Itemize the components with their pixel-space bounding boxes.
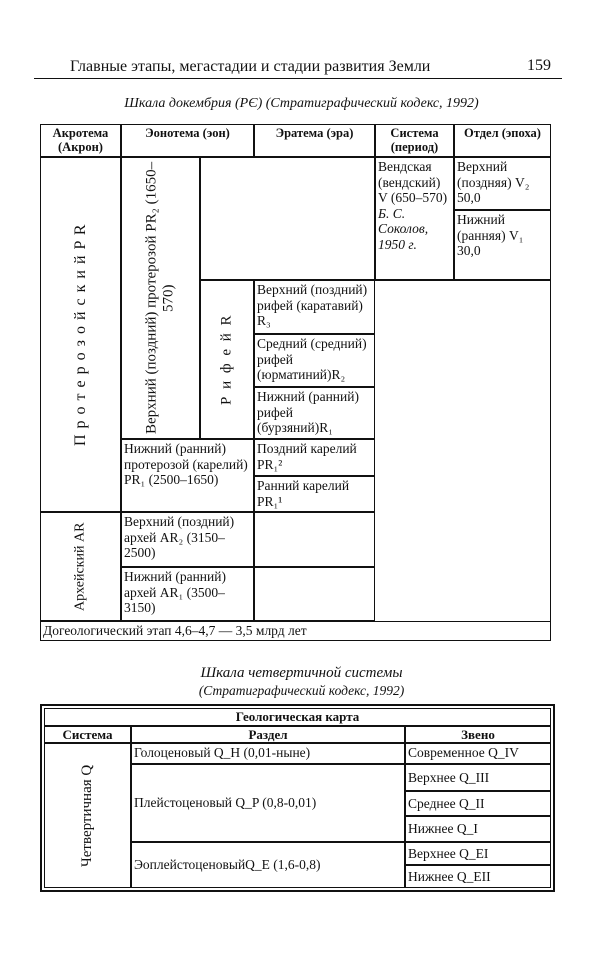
pleistocene: [131, 764, 405, 842]
holocene: Голоценовый Q_H (0,01-ныне): [131, 743, 405, 764]
riphean-label: Р и ф е й R: [218, 313, 235, 406]
lower-riphean: Нижний (ранний) рифей (бурзяний)R₁: [254, 387, 375, 439]
quaternary-caption-source: (Стратиграфический кодекс, 1992): [198, 683, 405, 698]
proterozoic-akroteme: [40, 157, 121, 512]
middle-riphean: Средний (средний) рифей (юрматиний)R₂: [254, 334, 375, 387]
upper-proterozoic: [121, 157, 200, 439]
lower-archean: Нижний (ранний) архей AR₁ (3500–3150): [121, 567, 254, 621]
lower-e-label: Нижнее Q_EII: [408, 868, 491, 884]
col-eratheme: Эратема (эра): [254, 124, 375, 157]
middle-pleistocene-link: [405, 791, 551, 816]
page-number: 159: [527, 57, 551, 74]
pregeological-stage: Догеологический этап 4,6–4,7 — 3,5 млрд лет: [40, 621, 551, 641]
empty-block: [375, 280, 551, 621]
quaternary-caption-title: Шкала четвертичной системы: [200, 665, 403, 681]
page-header: Главные этапы, мегастадии и стадии развития Земли: [70, 58, 431, 75]
upper-vendian: Верхний (поздняя) V₂ 50,0: [454, 157, 551, 210]
upper-p-label: Верхнее Q_III: [408, 769, 490, 785]
eopleistocene-label: ЭоплейстоценовыйQ_E (1,6-0,8): [134, 857, 321, 873]
col-system: Система (период): [375, 124, 454, 157]
col-eonoteme: Эонотема (эон): [121, 124, 254, 157]
header-rule: [34, 78, 562, 79]
modern-link: Современное Q_IV: [405, 743, 551, 764]
riphean: [200, 280, 254, 439]
lower-archean-empty: [254, 567, 375, 621]
upper-archean: Верхний (поздний) архей AR₂ (3150–2500): [121, 512, 254, 567]
pleistocene-label: Плейстоценовый Q_P (0,8-0,01): [134, 795, 317, 811]
late-karelian: Поздний карелий PR₁²: [254, 439, 375, 476]
vendian-system: [375, 157, 454, 280]
lower-pleistocene-link: [405, 816, 551, 842]
col-division: Отдел (эпоха): [454, 124, 551, 157]
upper-riphean: Верхний (поздний) рифей (каратавий) R₃: [254, 280, 375, 334]
proterozoic-label: П р о т е р о з о й с к и й P R: [71, 223, 89, 446]
archean-label: Архейский AR: [72, 522, 88, 611]
upper-eopleistocene-link: [405, 842, 551, 865]
empty-era-cell: [200, 157, 375, 280]
col-system-q: Система: [44, 726, 131, 743]
vendian-label: Вендская (вендский) V (650–570): [378, 159, 448, 205]
upper-pleistocene-link: [405, 764, 551, 791]
eopleistocene: [131, 842, 405, 888]
lower-p-label: Нижнее Q_I: [408, 821, 478, 837]
lower-eopleistocene-link: [405, 865, 551, 888]
precambrian-caption: Шкала докембрия (PЄ) (Стратиграфический кодекс, 1992): [124, 96, 479, 111]
col-section: Раздел: [131, 726, 405, 743]
col-akroteme: Акротема (Акрон): [40, 124, 121, 157]
geological-map-header: Геологическая карта: [44, 708, 551, 726]
archean: [40, 512, 121, 621]
quaternary-caption: [0, 664, 603, 700]
col-link: Звено: [405, 726, 551, 743]
quaternary-system: [44, 743, 131, 888]
lower-proterozoic: Нижний (ранний) протерозой (карелий) PR₁ (2500–1650): [121, 439, 254, 512]
early-karelian: Ранний карелий PR₁¹: [254, 476, 375, 512]
middle-p-label: Среднее Q_II: [408, 795, 485, 811]
upper-e-label: Верхнее Q_EI: [408, 845, 489, 861]
lower-vendian: Нижний (ранняя) V₁ 30,0: [454, 210, 551, 280]
upper-archean-empty: [254, 512, 375, 567]
vendian-author: Б. С. Соколов, 1950 г.: [378, 205, 429, 252]
upper-proterozoic-label: Верхний (поздний) протерозой PR₂ (1650–570): [143, 161, 177, 435]
quaternary-system-label: Четвертичная Q: [78, 764, 95, 867]
